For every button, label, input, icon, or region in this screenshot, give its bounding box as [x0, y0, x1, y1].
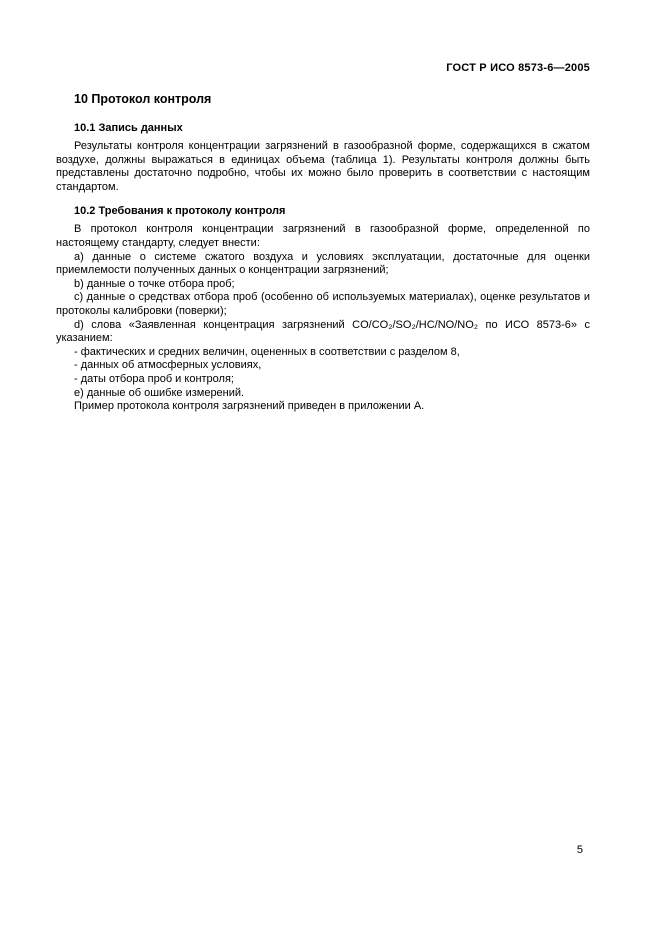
- subsection-10-2-intro: В протокол контроля концентрации загрязнений в газообразной форме, определенной по настоящему стандарту, следует внести:: [56, 223, 590, 249]
- list-item-d-sub-3: - даты отбора проб и контроля;: [74, 372, 234, 385]
- subsection-10-1-title: 10.1 Запись данных: [74, 122, 183, 134]
- list-item-b: b) данные о точке отбора проб;: [74, 277, 235, 290]
- subsection-10-2-title: 10.2 Требования к протоколу контроля: [74, 205, 286, 218]
- list-item-e: e) данные об ошибке измерений.: [74, 386, 245, 399]
- list-item-c: c) данные о средствах отбора проб (особенно об используемых материалах), оценке результатов и протоколы калибровки (поверки);: [56, 291, 590, 317]
- page-content: [56, 62, 590, 414]
- list-item-a: a) данные о системе сжатого воздуха и условиях эксплуатации, достаточные для оценки приемлемости полученных данных о концентрации загрязнений;: [56, 250, 590, 277]
- subsection-10-1-paragraph: Результаты контроля концентрации загрязнений в газообразной форме, содержащихся в сжатом воздухе, должны выражаться в единицах объема (таблица 1). Результаты контроля должны быть представлены достаточно подробно, чтобы их можно было проверить в соответствии с настоящим стандартом.: [56, 140, 590, 193]
- section-10-title: 10 Протокол контроля: [74, 92, 212, 106]
- document-code: ГОСТ Р ИСО 8573-6—2005: [446, 62, 590, 74]
- page-number: 5: [576, 844, 583, 856]
- list-item-d-sub-1: - фактических и средних величин, оцененных в соответствии с разделом 8,: [74, 345, 460, 358]
- closing-paragraph: Пример протокола контроля загрязнений приведен в приложении А.: [74, 400, 425, 413]
- list-item-d: d) слова «Заявленная концентрация загрязнений CO/CO₂/SO₂/HC/NO/NO₂ по ИСО 8573-6» с указанием:: [56, 318, 590, 345]
- list-item-d-sub-2: - данных об атмосферных условиях,: [74, 359, 262, 372]
